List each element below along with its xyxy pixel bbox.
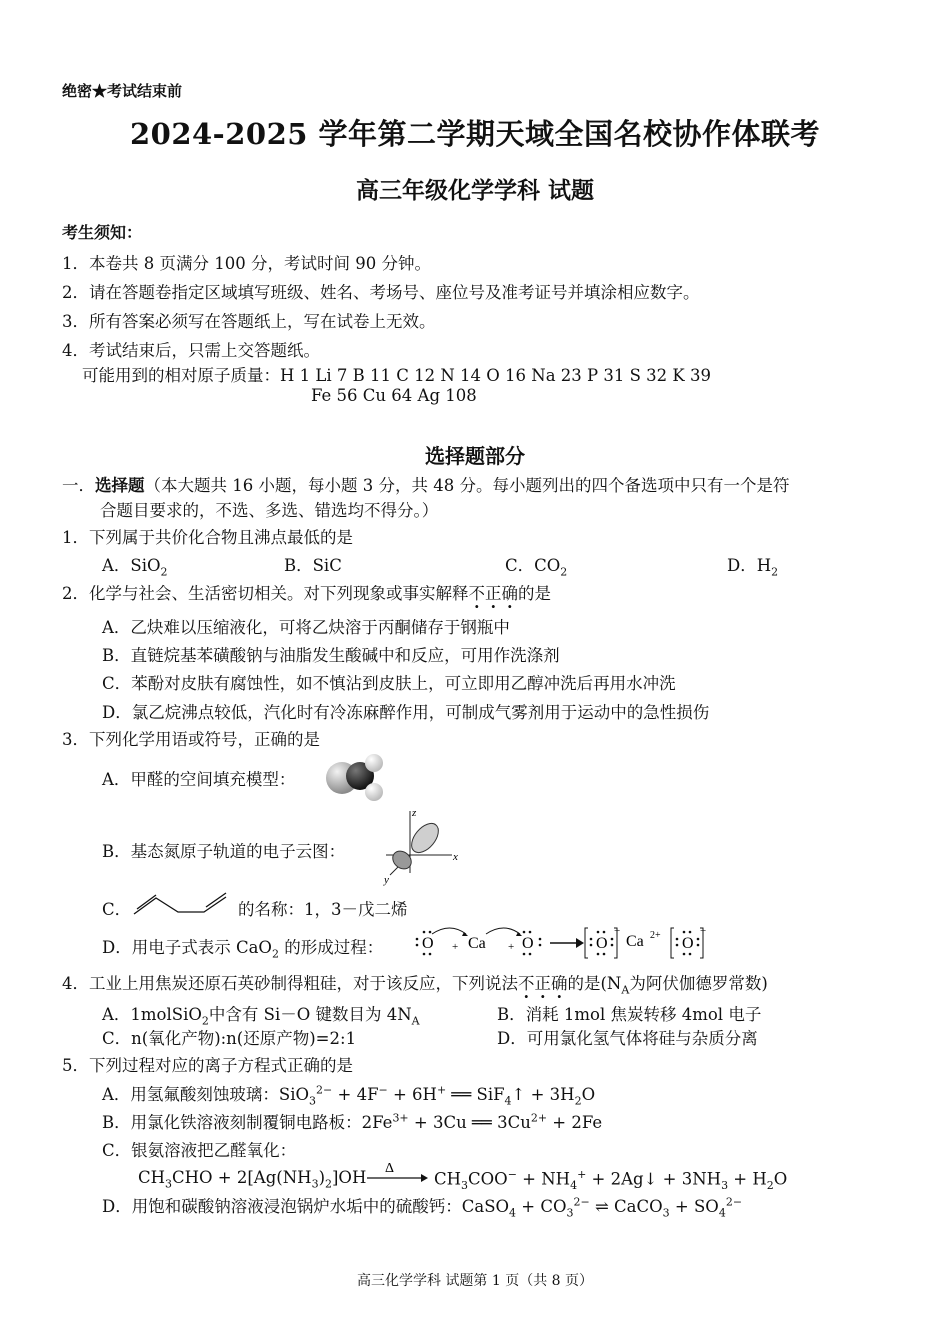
cao2-electron-formula-diagram	[410, 924, 720, 964]
electron-cloud-diagram	[380, 805, 465, 885]
notice-item-2: 2．请在答题卷指定区域填写班级、姓名、考场号、座位号及准考证号并填涂相应数字。	[62, 283, 700, 302]
question-1-stem: 1．下列属于共价化合物且沸点最低的是	[62, 528, 353, 547]
notice-item-4: 4．考试结束后，只需上交答题纸。	[62, 341, 320, 360]
q2-option-a: A．乙炔难以压缩液化，可将乙炔溶于丙酮储存于钢瓶中	[102, 618, 510, 637]
q5-option-d: D．用饱和碳酸钠溶液浸泡锅炉水垢中的硫酸钙：CaSO$_4$ + $CO_3^{2-}$ ⇌ CaCO$_3$ + $SO_4^{2-}$	[102, 1195, 743, 1220]
question-5-stem: 5．下列过程对应的离子方程式正确的是	[62, 1056, 353, 1075]
page-footer: 高三化学学科 试题第 1 页（共 8 页）	[356, 1273, 594, 1289]
question-4-stem: 4．工业上用焦炭还原石英砂制得粗硅，对于该反应，下列说法不正确的是($N_A$为阿伏伽德罗常数)	[62, 974, 768, 997]
question-3-stem: 3．下列化学用语或符号，正确的是	[62, 730, 320, 749]
svg-text:−: −	[700, 925, 707, 937]
pentadiene-skeletal-formula	[132, 892, 236, 916]
atomic-mass-line-2: Fe 56 Cu 64 Ag 108	[311, 386, 477, 405]
q4-option-a: A．1molSiO$_2$中含有 Si－O 键数目为 $4N_A$	[102, 1005, 420, 1028]
notice-item-1: 1．本卷共 8 页满分 100 分，考试时间 90 分钟。	[62, 254, 431, 273]
q5-option-b: B．用氯化铁溶液刻制覆铜电路板：$2Fe^{3+} + 3Cu$ ══ $3Cu^{2+} + 2Fe$	[102, 1111, 603, 1132]
q1-option-b: B．SiC	[284, 556, 342, 575]
q2-option-d: D．氯乙烷沸点较低，汽化时有冷冻麻醉作用，可制成气雾剂用于运动中的急性损伤	[102, 703, 710, 722]
q4-option-d: D．可用氯化氢气体将硅与杂质分离	[497, 1029, 758, 1048]
section-title: 选择题部分	[425, 444, 525, 468]
svg-text:O: O	[596, 935, 608, 952]
delta-symbol: Δ	[385, 1161, 395, 1176]
svg-text:Ca: Ca	[468, 935, 486, 952]
q5-option-c-equation-right: $CH_3COO^- + NH_4^+$ + 2Ag↓ + $3NH_3 + H_2O$	[434, 1168, 788, 1192]
q5-option-a: A．用氢氟酸刻蚀玻璃：SiO$_3^{2-}$ + 4F− + 6H+ ══ SiF$_4$↑ + $3H_2O$	[102, 1083, 596, 1108]
svg-text:+: +	[452, 941, 459, 953]
heat-reaction-arrow	[365, 1160, 429, 1184]
q2-option-b: B．直链烷基苯磺酸钠与油脂发生酸碱中和反应，可用作洗涤剂	[102, 646, 560, 665]
atomic-mass-line-1: 可能用到的相对原子质量：H 1 Li 7 B 11 C 12 N 14 O 16 Na 23 P 31 S 32 K 39	[82, 366, 711, 385]
notice-heading: 考生须知：	[62, 223, 143, 242]
y-axis-label: y	[384, 874, 389, 886]
q3-option-d-text: D．用电子式表示 CaO$_2$ 的形成过程：	[102, 938, 384, 961]
q4-option-c: C．n(氧化产物):n(还原产物)=2:1	[102, 1029, 357, 1048]
part-name: 选择题	[95, 476, 145, 495]
part-intro-line-2: 合题目要求的，不选、多选、错选均不得分。）	[100, 501, 439, 520]
q5-option-c: C．银氨溶液把乙醛氧化：	[102, 1141, 297, 1160]
notice-item-3: 3．所有答案必须写在答题纸上，写在试卷上无效。	[62, 312, 436, 331]
svg-text:O: O	[522, 935, 534, 952]
exam-subtitle: 高三年级化学学科 试题	[355, 177, 594, 204]
x-axis-label: x	[453, 851, 458, 863]
q5-option-c-equation-left: $CH_3CHO + 2[Ag(NH_3)_2]OH$	[138, 1168, 367, 1191]
svg-text:+: +	[508, 941, 515, 953]
q4-option-b: B．消耗 1mol 焦炭转移 4mol 电子	[497, 1005, 762, 1024]
part-intro-line-1	[62, 472, 789, 496]
q2-option-c: C．苯酚对皮肤有腐蚀性，如不慎沾到皮肤上，可立即用乙醇冲洗后再用水冲洗	[102, 674, 676, 693]
q1-option-d: D．$H_2$	[727, 556, 779, 579]
svg-text:O: O	[682, 935, 694, 952]
question-2-stem: 2．化学与社会、生活密切相关。对下列现象或事实解释不正确的是	[62, 584, 551, 603]
q3-option-b: B．基态氮原子轨道的电子云图：	[102, 842, 346, 861]
q3-option-c-prefix: C．	[102, 900, 132, 919]
q1-option-a: A．SiO$_2$	[102, 556, 168, 579]
svg-text:O: O	[422, 935, 434, 952]
q1-option-c: C．$CO_2$	[505, 556, 568, 579]
q3-option-c-text: 的名称：1，3－戊二烯	[238, 900, 408, 919]
formaldehyde-model-image	[322, 752, 388, 804]
svg-text:2+: 2+	[650, 930, 661, 941]
q3-option-a: A．甲醛的空间填充模型：	[102, 770, 296, 789]
svg-text:−: −	[614, 925, 621, 937]
z-axis-label: z	[412, 807, 417, 819]
part-desc: （本大题共 16 小题，每小题 3 分，共 48 分。每小题列出的四个备选项中只有一个是符	[144, 476, 790, 495]
exam-title: 2024-2025 学年第二学期天域全国名校协作体联考	[129, 117, 821, 151]
part-label: 一．	[62, 476, 95, 495]
confidential-label: 绝密★考试结束前	[62, 82, 183, 100]
svg-text:Ca: Ca	[626, 933, 644, 950]
